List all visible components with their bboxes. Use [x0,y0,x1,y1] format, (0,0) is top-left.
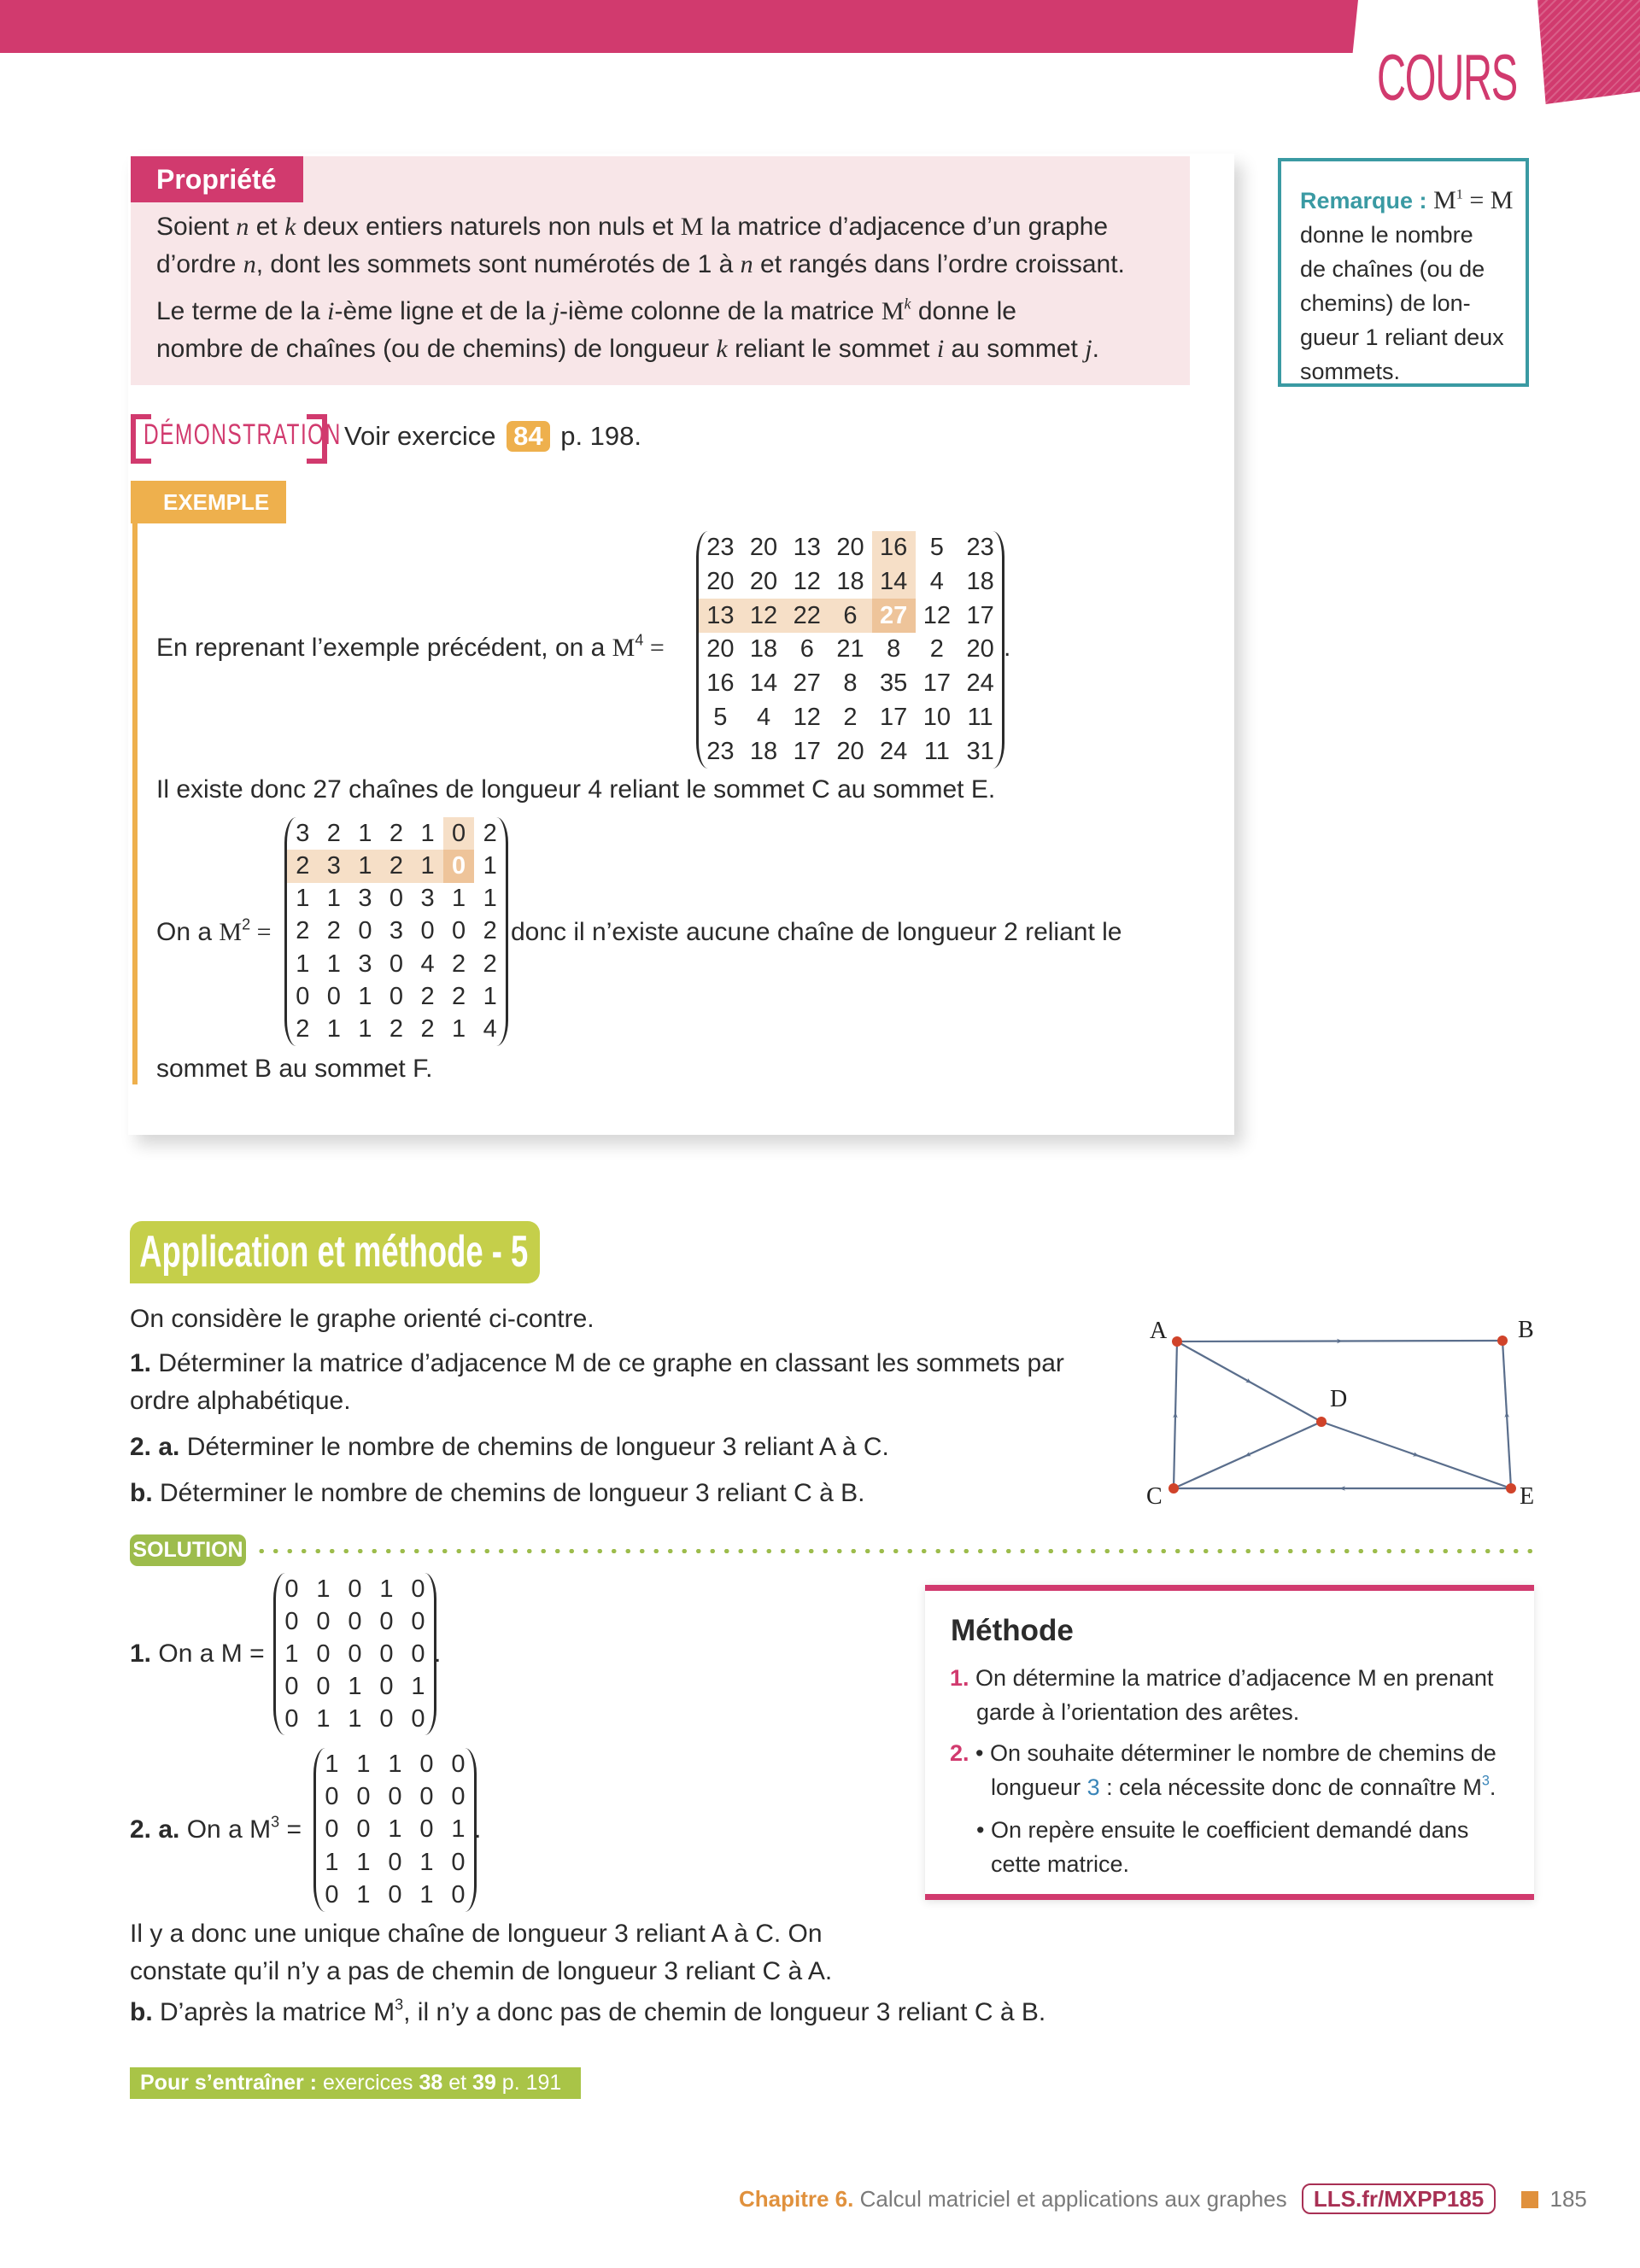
matrix-cell: 3 [358,950,372,978]
graph-node-label: B [1518,1317,1534,1343]
matrix-cell: 0 [451,1783,466,1811]
matrix-cell: 1 [296,885,310,913]
matrix-cell: 0 [451,1848,466,1876]
matrix-cell: 5 [929,534,944,562]
matrix-cell: 1 [452,885,466,913]
example-conclusion-1: Il existe donc 27 chaînes de longueur 4 reliant le sommet C au sommet E. [156,775,996,804]
matrix-cell: 0 [443,817,475,850]
matrix-cell: 4 [929,568,944,596]
matrix-cell: 1 [326,885,341,913]
graph-edge [1174,1342,1177,1488]
application-heading: Application et méthode - 5 [130,1221,540,1283]
matrix-cell: 1 [483,851,497,880]
matrix-cell: 1 [326,1015,341,1043]
matrix-cell: 1 [349,850,381,882]
matrix-cell: 1 [316,1575,331,1603]
matrix-cell: 0 [411,1575,425,1603]
matrix-cell: 1 [412,850,443,882]
matrix-cell: 1 [356,1848,371,1876]
matrix-cell: 0 [451,1750,466,1778]
matrix-cell: 0 [451,1881,466,1909]
practice-link[interactable]: Pour s’entraîner : exercices 38 et 39 p. 191 [130,2067,581,2099]
solution-2a-text: 2. a. On a $M^3$ = [130,1813,302,1844]
question-2b: b. Déterminer le nombre de chemins de longueur 3 reliant C à B. [130,1479,865,1507]
matrix-cell: 1 [420,819,435,847]
matrix-cell: 1 [358,983,372,1011]
matrix-cell: 0 [284,1607,299,1635]
matrix-cell: 2 [420,983,435,1011]
matrix-cell: 17 [922,669,951,698]
solution-line-a2: constate qu’il n’y a pas de chemin de longueur 3 reliant C à A. [130,1957,833,1985]
matrix-cell: 0 [325,1881,339,1909]
demonstration-reference: Voir exercice 84 p. 198. [344,421,642,451]
property-line-3: Le terme de la i-ème ligne et de la j-ième colonne de la matrice $M^k$ donne le [156,295,1016,325]
matrix-cell: 22 [785,599,829,633]
matrix-cell: 0 [411,1704,425,1733]
method-item-1-line-2: garde à l’orientation des arêtes. [976,1699,1300,1725]
matrix-cell: 12 [793,568,821,596]
matrix-cell: 27 [872,599,916,633]
matrix-cell: 0 [379,1607,394,1635]
matrix-cell: 18 [966,568,994,596]
matrix-cell: 0 [325,1783,339,1811]
footer-chapter: Chapitre 6. [739,2186,854,2212]
matrix-cell: 3 [319,850,350,882]
page-footer [739,2182,1587,2216]
matrix-cell: 1 [326,950,341,978]
matrix-cell: 0 [388,1881,402,1909]
matrix-cell: 0 [356,1815,371,1844]
matrix-cell: 0 [419,1815,434,1844]
matrix-cell: 0 [316,1640,331,1668]
matrix-cell: 12 [793,703,821,731]
graph-node [1168,1483,1179,1493]
remark-line: sommets. [1300,359,1401,384]
matrix-cell: 2 [483,819,497,847]
property-line-2: d’ordre n, dont les sommets sont numérotés de 1 à n et rangés dans l’ordre croissant. [156,250,1125,278]
method-item-2-bullet-2-line-2: cette matrice. [991,1851,1130,1877]
exercise-link-badge[interactable]: 84 [507,421,549,452]
matrix-cell: 11 [967,703,993,731]
matrix-cell: 20 [706,568,735,596]
matrix-cell: 5 [713,703,728,731]
solution-line-a1: Il y a donc une unique chaîne de longueur 3 reliant A à C. On [130,1920,823,1948]
matrix-cell: 0 [358,917,372,945]
method-item-1-line-1: 1. On détermine la matrice d’adjacence M en prenant [950,1665,1494,1691]
solution-1-text: 1. On a M = [130,1640,265,1668]
matrix-cell: 0 [326,983,341,1011]
example-conclusion-2: sommet B au sommet F. [156,1055,433,1083]
matrix-cell: 1 [325,1848,339,1876]
footer-web-link[interactable]: LLS.fr/MXPP185 [1302,2183,1496,2214]
page-number: 185 [1549,2186,1587,2212]
matrix-cell: 0 [379,1640,394,1668]
footer-title: Calcul matriciel et applications aux graphes [853,2186,1287,2212]
matrix-cell: 4 [483,1015,497,1043]
matrix-cell: 0 [443,850,475,882]
demonstration-label: DÉMONSTRATION [144,418,342,451]
matrix-cell: 0 [348,1640,362,1668]
period: . [474,1815,482,1844]
matrix-cell: 0 [419,1750,434,1778]
matrix-cell: 3 [420,885,435,913]
matrix-cell: 18 [836,568,864,596]
graph-node-label: A [1150,1318,1168,1344]
matrix-cell: 8 [887,635,901,663]
graph-edge [1177,1342,1321,1422]
matrix-cell: 1 [483,983,497,1011]
matrix-cell: 1 [356,1750,371,1778]
matrix-cell: 16 [706,669,735,698]
section-title: COURS [1377,42,1517,114]
matrix-cell: 20 [836,737,864,765]
matrix-cell: 18 [749,635,778,663]
matrix-cell: 17 [880,703,908,731]
graph-node-label: E [1520,1483,1535,1510]
period: . [1004,634,1011,662]
matrix-cell: 1 [483,885,497,913]
matrix-cell: 0 [348,1575,362,1603]
matrix-cell: 1 [296,950,310,978]
matrix-cell: 2 [381,850,413,882]
remark-line: de chaînes (ou de [1300,256,1485,282]
matrix-cell: 0 [452,917,466,945]
matrix-cell: 1 [348,1704,362,1733]
graph-edge [1177,1341,1502,1342]
matrix-cell: 1 [379,1575,394,1603]
matrix-cell: 0 [389,983,404,1011]
matrix-cell: 23 [966,534,994,562]
matrix-cell: 0 [316,1607,331,1635]
matrix-cell: 2 [389,819,404,847]
remark-line: gueur 1 reliant deux [1300,324,1504,350]
solution-line-b: b. D’après la matrice $M^3$, il n’y a donc pas de chemin de longueur 3 reliant C à B. [130,1996,1046,2026]
matrix-cell: 17 [793,737,821,765]
question-2a: 2. a. Déterminer le nombre de chemins de longueur 3 reliant A à C. [130,1433,889,1461]
matrix-cell: 0 [325,1815,339,1844]
application-intro: On considère le graphe orienté ci-contre. [130,1305,594,1333]
matrix-cell: 1 [348,1672,362,1700]
matrix-cell: 13 [699,599,742,633]
matrix-cell: 23 [706,534,735,562]
matrix-cell: 0 [379,1704,394,1733]
matrix-cell: 1 [411,1672,425,1700]
matrix-cell: 2 [483,950,497,978]
matrix-cell: 0 [379,1672,394,1700]
page-marker-icon [1521,2191,1538,2208]
matrix-cell: 0 [284,1575,299,1603]
property-line-4: nombre de chaînes (ou de chemins) de longueur k reliant le sommet i au sommet j. [156,335,1099,363]
matrix-cell: 8 [843,669,858,698]
matrix-cell: 0 [388,1848,402,1876]
remark-line: chemins) de lon- [1300,290,1471,316]
matrix-cell: 1 [358,1015,372,1043]
matrix-cell: 2 [929,635,944,663]
graph-node [1172,1336,1182,1347]
matrix-cell: 0 [389,885,404,913]
matrix-cell: 20 [706,635,735,663]
matrix-cell: 14 [872,565,916,599]
graph-edge [1321,1422,1511,1488]
matrix-cell: 24 [880,737,908,765]
matrix-cell: 2 [287,850,319,882]
matrix-cell: 2 [452,983,466,1011]
graph-node-label: C [1146,1483,1163,1510]
matrix-cell: 1 [284,1640,299,1668]
graph-node [1497,1336,1508,1346]
solution-label: SOLUTION [130,1534,246,1566]
matrix-cell: 1 [356,1881,371,1909]
matrix-cell: 3 [358,885,372,913]
matrix-cell: 0 [388,1783,402,1811]
method-item-2-bullet-2-line-1: • On repère ensuite le coefficient demandé dans [976,1817,1469,1843]
dotted-separator [255,1549,1536,1553]
example-label: EXEMPLE [131,481,286,523]
matrix-cell: 0 [316,1672,331,1700]
matrix-cell: 20 [836,534,864,562]
property-label: Propriété [131,156,303,202]
matrix-cell: 4 [420,950,435,978]
matrix-cell: 1 [451,1815,466,1844]
matrix-cell: 2 [389,1015,404,1043]
method-title: Méthode [951,1614,1074,1647]
question-1-line-2: ordre alphabétique. [130,1387,351,1415]
matrix-cell: 1 [316,1704,331,1733]
matrix-cell: 0 [411,1640,425,1668]
matrix-cell: 31 [966,737,994,765]
matrix-cell: 1 [452,1015,466,1043]
graph-node-label: D [1330,1386,1348,1412]
matrix-cell: 27 [793,669,821,698]
example-intro: En reprenant l’exemple précédent, on a $M^4$ = [156,631,665,662]
question-1-line-1: 1. Déterminer la matrice d’adjacence M de ce graphe en classant les sommets par [130,1349,1064,1377]
matrix-cell: 0 [420,917,435,945]
matrix-cell: 12 [742,599,786,633]
matrix-cell: 20 [749,534,778,562]
matrix-cell: 1 [419,1881,434,1909]
matrix-cell: 2 [420,1015,435,1043]
matrix-cell: 1 [325,1750,339,1778]
matrix-cell: 23 [706,737,735,765]
matrix-cell: 0 [284,1672,299,1700]
matrix-m [273,1573,436,1735]
matrix-cell: 1 [419,1848,434,1876]
period: . [434,1640,442,1668]
matrix-cell: 2 [326,819,341,847]
matrix-cell: 24 [966,669,994,698]
m2-after-text: donc il n’existe aucune chaîne de longueur 2 reliant le [511,918,1122,946]
property-line-1: Soient n et k deux entiers naturels non nuls et M la matrice d’adjacence d’un graphe [156,213,1109,241]
graph-node [1316,1417,1327,1427]
method-item-2-line-1: 2. • On souhaite déterminer le nombre de chemins de [950,1740,1496,1766]
method-item-2-line-2: longueur 3 : cela nécessite donc de connaître $M^3$. [991,1773,1496,1800]
matrix-cell: 2 [296,917,310,945]
matrix-cell: 20 [966,635,994,663]
matrix-cell: 11 [923,737,950,765]
matrix-cell: 6 [829,599,872,633]
matrix-cell: 21 [836,635,864,663]
matrix-cell: 13 [793,534,821,562]
matrix-cell: 2 [843,703,858,731]
matrix-cell: 6 [800,635,814,663]
matrix-cell: 16 [872,531,916,565]
matrix-cell: 35 [880,669,908,698]
matrix-cell: 2 [483,917,497,945]
matrix-cell: 4 [756,703,771,731]
matrix-cell: 0 [419,1783,434,1811]
matrix-cell: 1 [358,819,372,847]
m2-intro: On a $M^2$ = [156,915,272,946]
matrix-cell: 2 [296,1015,310,1043]
graph-node [1506,1483,1516,1493]
matrix-cell: 14 [749,669,778,698]
matrix-cell: 1 [388,1815,402,1844]
matrix-cell: 12 [922,601,951,629]
matrix-cell: 3 [296,819,310,847]
remark-heading: Remarque : $M^1 = M$ [1300,186,1514,214]
matrix-cell: 0 [389,950,404,978]
matrix-cell: 0 [356,1783,371,1811]
remark-line: donne le nombre [1300,222,1473,248]
matrix-cell: 3 [389,917,404,945]
matrix-cell: 2 [452,950,466,978]
graph-edge [1174,1422,1321,1488]
matrix-cell: 20 [749,568,778,596]
matrix-cell: 1 [388,1750,402,1778]
graph-edge [1502,1341,1511,1488]
matrix-cell: 0 [411,1607,425,1635]
matrix-cell: 0 [296,983,310,1011]
matrix-cell: 0 [348,1607,362,1635]
matrix-cell: 0 [284,1704,299,1733]
matrix-cell: 10 [922,703,951,731]
matrix-cell: 18 [749,737,778,765]
matrix-cell: 17 [966,601,994,629]
matrix-cell: 2 [326,917,341,945]
matrix-m3 [313,1748,477,1912]
